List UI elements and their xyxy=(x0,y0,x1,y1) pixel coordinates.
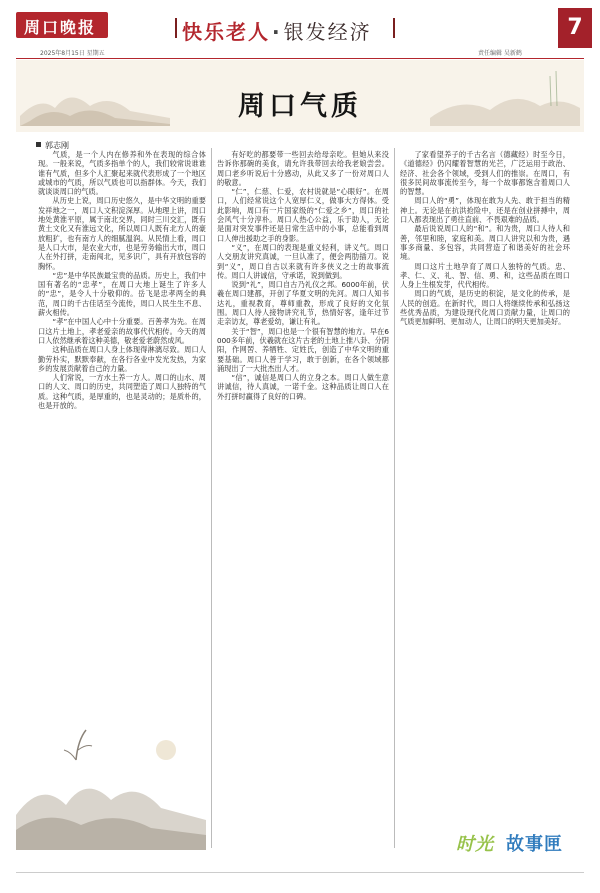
brand-part-b: 故事匣 xyxy=(506,834,563,855)
paragraph: 气质，是一个人内在修养和外在表现的综合体现。一般来说，气质多指单个的人，我们较常说谁谁谁有气质，但多个人汇聚起来就代表形成了一个地区或城市的气质，所以气质也可以指群体。今天，我们就谈谈周口的气质。 xyxy=(38,150,206,197)
paragraph: 有好吃的都要带一些回去给母亲吃。但她从来没告诉你那碗的美食，请允许我带回去给我老娘尝尝。周口老乡听说后十分感动，从此又多了一份对周口人的敬意。 xyxy=(217,150,389,187)
section-title-main: 快乐老人 xyxy=(182,20,270,44)
paragraph: “忠”是中华民族最宝贵的品质。历史上，我们中国有著名的“忠孝”，在周口大地上诞生了许多人的“忠”，是令人十分敬仰的。岳飞是忠孝两全的典范，周口的千古佳话至今流传，周口人民生生不息、薪火相传。 xyxy=(38,270,206,318)
article-column-1 xyxy=(38,150,206,710)
paragraph: “仁”，仁慈、仁爱，农村说就是“心眼好”。在周口，人们经常说这个人宽厚仁义，做事大方得体。受此影响，周口有一片国家级的“仁爱之乡”，周口的社会风气十分淳朴。周口人热心公益，乐于助人，无论是面对突发事件还是日常生活中的小事，总能看到周口人伸出援助之手的身影。 xyxy=(217,187,389,243)
paragraph: 这种品质在周口人身上体现得淋漓尽致。周口人勤劳朴实，默默奉献，在各行各业中发光发热，为家乡的发展贡献着自己的力量。 xyxy=(38,345,206,373)
article-title: 周口气质 xyxy=(238,91,362,122)
section-title-sub: 银发经济 xyxy=(283,20,372,44)
paragraph: 周口的气质，是历史的积淀，是文化的传承，是人民的创造。在新时代，周口人将继续传承和弘扬这些优秀品质，为建设现代化周口贡献力量，让周口的气质更加鲜明、更加动人，让周口的明天更加美好。 xyxy=(400,289,570,327)
paragraph: 关于“智”，周口也是一个很有智慧的地方。早在6000多年前，伏羲就在这片古老的土地上推八卦、分阴阳，作网罟、养牺牲、定姓氏，创造了中华文明的重要基础。周口人善于学习，敢于创新，在各个领域都涌现出了一大批杰出人才。 xyxy=(217,326,389,373)
logo-text: 周口晚报 xyxy=(24,18,97,37)
column-divider xyxy=(394,148,395,848)
header-rule xyxy=(16,58,584,59)
brand-part-a: 时光 xyxy=(456,834,494,855)
paragraph: “义”，在周口的表现是重义轻利，讲义气。周口人交朋友讲究真诚，一旦认准了，便会两肋插刀。说到“义”，周口自古以来就有许多侠义之士的故事流传。周口人讲诚信，守承诺，说到做到。 xyxy=(217,242,389,280)
paragraph: 周口人的“勇”，体现在敢为人先、敢于担当的精神上。无论是在抗洪抢险中，还是在创业拼搏中，周口人都表现出了勇往直前、不畏艰难的品质。 xyxy=(400,196,570,225)
dot-separator-icon: · xyxy=(272,20,282,44)
author-name: 郭志刚 xyxy=(45,141,69,150)
paragraph: “信”，诚信是周口人的立身之本。周口人做生意讲诚信，待人真诚，一诺千金。这种品质让周口人在外打拼时赢得了良好的口碑。 xyxy=(217,373,389,401)
paragraph: 最后说说周口人的“和”。和为贵，周口人待人和善，邻里和睦，家庭和美。周口人讲究以和为贵，遇事多商量、多包容，共同营造了和谐美好的社会环境。 xyxy=(400,224,570,262)
column-divider xyxy=(211,148,212,848)
header-divider xyxy=(175,18,177,38)
paragraph: 从历史上说，周口历史悠久，是中华文明的重要发祥地之一，周口人文积淀深厚。从地理上讲，周口地处黄淮平原，属于南北交界，同时三川交汇，既有黄土文化又有淮远文化，所以周口人既有北方人的豪放粗犷，也有南方人的细腻温润。从民情上看，周口是人口大市，是农业大市，也是劳务输出大市，周口人在外打拼，走南闯北，见多识广，具有开放包容的胸怀。 xyxy=(38,196,206,271)
page-number: 7 xyxy=(558,8,592,48)
article-column-2 xyxy=(217,150,389,840)
bottom-rule xyxy=(16,872,584,873)
newspaper-logo xyxy=(16,12,108,38)
paragraph: 说到“礼”，周口自古乃礼仪之邦。6000年前，伏羲在周口建都，开创了华夏文明的先河。周口人知书达礼，重视教育，尊师重教，形成了良好的文化氛围。周口人待人接物讲究礼节，热情好客，逢年过节走亲访友，尊老爱幼，谦让有礼。 xyxy=(217,280,389,327)
editor-credit: 责任编辑 吴新鹤 xyxy=(478,50,522,57)
paragraph: 了家看望养子的千古名言（德藏经）时至今日，《道德经》仍闪耀着智慧的光芒，广泛运用于政治、经济、社会各个领域，受到人们的推崇。在周口，有很多民间故事流传至今，每一个故事都饱含着周口人的智慧。 xyxy=(400,150,570,197)
dateline: 2025年8月15日 星期五 xyxy=(40,50,105,57)
page-header xyxy=(0,0,600,60)
column-brand xyxy=(456,828,586,860)
article-column-3 xyxy=(400,150,570,840)
paragraph: “孝”在中国人心中十分重要。百善孝为先。在周口这片土地上，孝老爱亲的故事代代相传。今天的周口人依然继承着这种美德，敬老爱老蔚然成风。 xyxy=(38,317,206,345)
paragraph: 人们常说，一方水土养一方人。周口的山水、周口的人文、周口的历史，共同塑造了周口人独特的气质。这种气质，是厚重的，也是灵动的；是质朴的，也是开放的。 xyxy=(38,373,206,411)
author-marker-icon xyxy=(36,142,41,147)
section-title xyxy=(182,16,372,45)
header-divider-right xyxy=(393,18,395,38)
ink-landscape-icon xyxy=(16,720,206,850)
paragraph: 周口这片土地孕育了周口人独特的气质。忠、孝、仁、义、礼、智、信、勇、和，这些品质在周口人身上生根发芽，代代相传。 xyxy=(400,261,570,290)
